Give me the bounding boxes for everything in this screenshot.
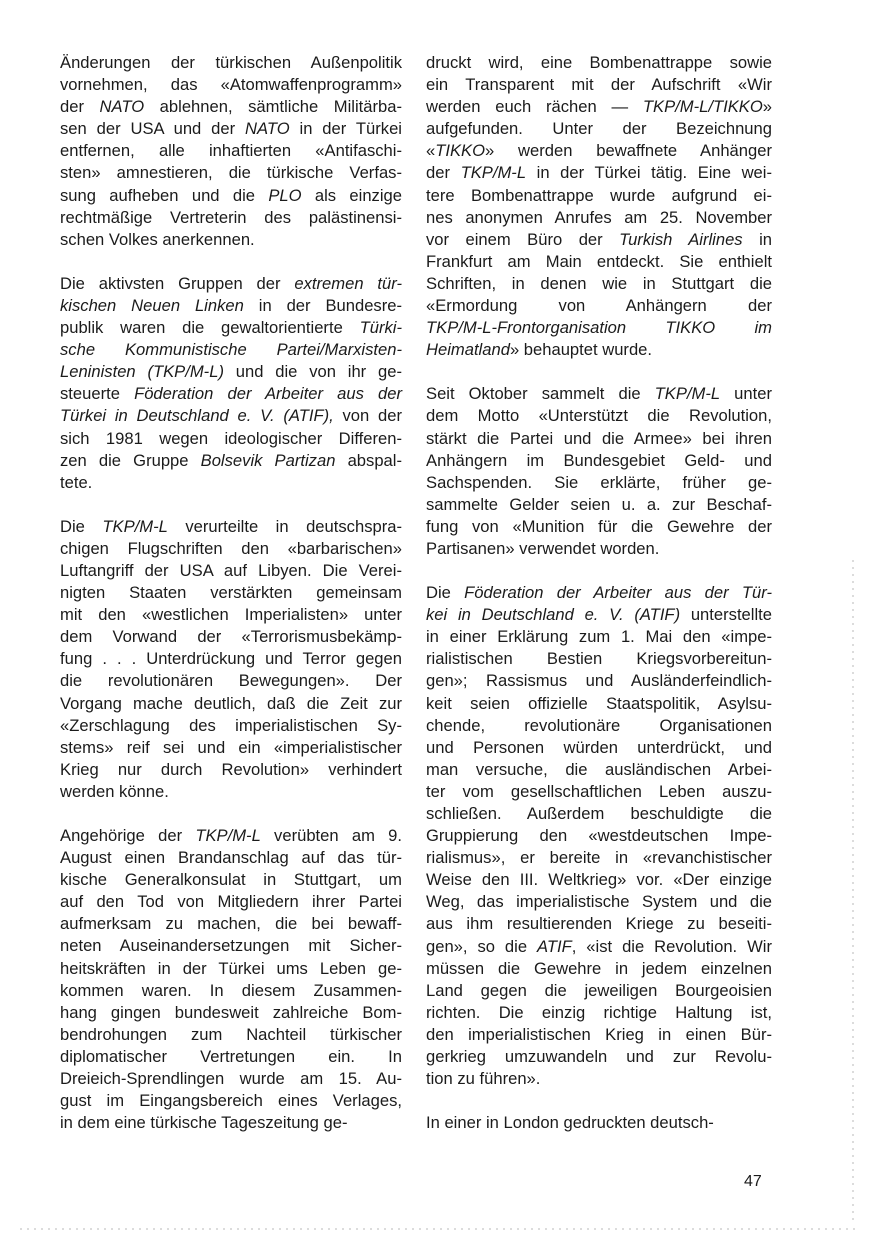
italic-text: Leninisten (TKP/M-L) <box>60 362 224 382</box>
text-segment: ter vom gesellschaftlichen Leben auszu- <box>426 781 772 801</box>
text-segment: In einer in London gedruckten deutsch- <box>426 1113 714 1133</box>
text-segment: vornehmen, das «Atomwaffenprogramm» <box>60 75 402 95</box>
text-segment: dem Motto «Unterstützt die Revolution, <box>426 406 772 426</box>
text-segment: die revolutionären Bewegungen». Der <box>60 671 402 691</box>
italic-text: Föderation der Arbeiter aus der Tür- <box>464 583 772 603</box>
text-segment: «Ermordung von Anhängern der <box>426 296 772 316</box>
text-segment: stems» reif sei und ein «imperialistischer <box>60 737 402 757</box>
text-segment: bendrohungen zum Nachteil türkischer <box>60 1024 402 1044</box>
text-segment: sten» amnestieren, die türkische Verfas- <box>60 163 402 183</box>
text-segment: aus ihm resultierenden Kriege zu beseiti- <box>426 914 772 934</box>
italic-text: NATO <box>245 119 290 139</box>
text-segment: druckt wird, eine Bombenattrappe sowie <box>426 53 772 72</box>
text-segment: sammelte Gelder seien u. a. zur Beschaf- <box>426 494 772 514</box>
text-segment: müssen die Gewehre in jedem einzelnen <box>426 958 772 978</box>
italic-text: TIKKO <box>435 141 486 161</box>
text-segment: auf den Tod von Mitgliedern ihrer Partei <box>60 892 402 912</box>
text-segment: in der Türkei tätig. Eine wei- <box>526 163 772 183</box>
text-segment: Partisanen» verwendet worden. <box>426 538 660 558</box>
text-segment: » <box>762 97 772 117</box>
text-segment: rialistischen Bestien Kriegsvorbereitun- <box>426 649 772 669</box>
italic-text: Türki- <box>359 318 402 338</box>
text-segment: schließen. Außerdem beschuldigte die <box>426 804 772 823</box>
text-segment: keit seien offizielle Staatspolitik, Asylsu- <box>426 693 772 713</box>
text-segment: Anhängern im Bundesgebiet Geld- und <box>426 450 772 470</box>
italic-text: NATO <box>99 97 145 117</box>
text-segment: den imperialistischen Krieg in einen Bür- <box>426 1024 772 1044</box>
text-segment: publik waren die gewaltorientierte <box>60 318 360 338</box>
text-segment: nes anonymen Anrufes am 25. November <box>426 207 772 227</box>
text-segment: in der Türkei <box>289 119 402 139</box>
text-segment: fung . . . Unterdrückung und Terror gegen <box>60 649 402 669</box>
text-segment: sen der USA und der <box>60 119 246 139</box>
text-segment: Frankfurt am Main entdeckt. Sie enthielt <box>426 251 772 271</box>
italic-text: extremen tür- <box>294 273 402 293</box>
text-segment: Vorgang mache deutlich, daß die Zeit zur <box>60 693 402 713</box>
text-segment: dem Vorwand der «Terrorismusbekämp- <box>60 627 402 647</box>
text-segment: schen Volkes anerkennen. <box>60 229 255 249</box>
text-segment: aufmerksam zu machen, die bei bewaff- <box>60 914 402 934</box>
text-segment: Änderungen der türkischen Außenpolitik <box>60 53 402 72</box>
text-segment: Die <box>426 583 465 603</box>
italic-text: TKP/M-L-Frontorganisation TIKKO im <box>426 318 772 338</box>
text-segment: in dem eine türkische Tageszeitung ge- <box>60 1113 348 1133</box>
italic-text: TKP/M-L <box>460 163 527 183</box>
text-segment: Dreieich-Sprendlingen wurde am 15. Au- <box>60 1069 402 1089</box>
text-segment: tere Bombenattrappe wurde aufgrund ei- <box>426 185 772 205</box>
text-segment: kommen waren. In diesem Zusammen- <box>60 980 402 1000</box>
text-segment: «Zerschlagung des imperialistischen Sy- <box>60 715 402 735</box>
text-segment: rialismus», er bereite in «revanchistischer <box>426 848 772 868</box>
text-segment: kische Generalkonsulat in Stuttgart, um <box>60 870 402 890</box>
text-segment: Schriften, in denen wie in Stuttgart die <box>426 273 772 293</box>
text-segment: verübten am 9. <box>260 826 402 845</box>
italic-text: Bolsevik Partizan <box>200 450 336 470</box>
text-segment: Angehörige der <box>60 826 196 845</box>
text-segment: aufgefunden. Unter der Bezeichnung <box>426 119 772 139</box>
text-segment: Die aktivsten Gruppen der <box>60 273 295 293</box>
text-segment: August einen Brandanschlag auf das tür- <box>60 848 402 868</box>
text-segment: tion zu führen». <box>426 1069 541 1089</box>
text-segment: und Personen würden unterdrückt, und <box>426 737 772 757</box>
text-segment: Weg, das imperialistische System und die <box>426 892 772 912</box>
text-segment: chigen Flugschriften den «barbarischen» <box>60 538 402 558</box>
text-segment: unterstellte <box>680 605 772 625</box>
italic-text: TKP/M-L <box>195 826 261 845</box>
text-segment: zen die Gruppe <box>60 450 201 470</box>
text-segment: tete. <box>60 472 93 492</box>
italic-text: TKP/M-L <box>654 384 721 404</box>
text-segment: und die von ihr ge- <box>223 362 402 382</box>
text-segment: man versuche, die ausländischen Arbei- <box>426 759 772 779</box>
text-segment: abspal- <box>335 450 402 470</box>
text-segment: chende, revolutionäre Organisationen <box>426 715 772 735</box>
text-segment: ablehnen, sämtliche Militärba- <box>144 97 403 117</box>
text-segment: unter <box>720 384 772 404</box>
text-segment: in der Bundesre- <box>243 295 403 315</box>
text-segment: stärkt die Partei und die Armee» bei ihren <box>426 428 772 448</box>
text-segment: Weise den III. Weltkrieg» vor. «Der einzige <box>426 870 772 890</box>
page-number: 47 <box>744 1173 762 1190</box>
text-segment: der <box>426 163 461 183</box>
text-segment: sich 1981 wegen ideologischer Differen- <box>60 428 402 448</box>
text-segment: verurteilte in deutschspra- <box>167 516 403 536</box>
text-segment: , «ist die Revolution. Wir <box>571 936 772 956</box>
text-segment: Luftangriff der USA auf Libyen. Die Verei- <box>60 560 402 580</box>
text-segment: Land gegen die jeweiligen Bourgeoisien <box>426 980 772 1000</box>
italic-text: Türkei in Deutschland e. V. (ATIF), <box>60 406 334 426</box>
text-segment: in <box>742 229 772 249</box>
italic-text: ATIF <box>537 936 572 956</box>
text-segment: rechtmäßige Vertreterin des palästinensi- <box>60 207 402 227</box>
text-segment: hang gingen bundesweit zahlreiche Bom- <box>60 1002 402 1022</box>
text-segment: » werden bewaffnete Anhänger <box>485 141 772 161</box>
text-segment: als einzige <box>301 185 402 205</box>
text-segment: mit den «westlichen Imperialisten» unter <box>60 605 402 625</box>
text-segment: in einer Erklärung zum 1. Mai den «impe- <box>426 627 772 647</box>
italic-text: Turkish Airlines <box>619 229 743 249</box>
text-segment: gerkrieg umzuwandeln und zur Revolu- <box>426 1047 772 1067</box>
text-segment: Krieg nur durch Revolution» verhindert <box>60 759 402 779</box>
text-segment: ein Transparent mit der Aufschrift «Wir <box>426 75 772 95</box>
italic-text: Heimatland <box>426 340 510 360</box>
italic-text: sche Kommunistische Partei/Marxisten- <box>60 340 402 360</box>
italic-text: kei in Deutschland e. V. (ATIF) <box>426 605 681 625</box>
text-segment: Seit Oktober sammelt die <box>426 384 655 404</box>
text-segment: « <box>426 141 436 161</box>
text-segment: steuerte <box>60 384 135 404</box>
text-segment: » behauptet wurde. <box>509 340 653 360</box>
italic-text: PLO <box>268 185 302 205</box>
text-segment: gen», so die <box>426 936 538 956</box>
text-segment: nigten Staaten verstärkten gemeinsam <box>60 583 402 603</box>
text-segment: entfernen, alle inhaftierten «Antifaschi- <box>60 141 402 161</box>
text-segment: richten. Die einzig richtige Haltung ist, <box>426 1002 772 1022</box>
text-segment: von der <box>333 406 402 426</box>
italic-text: TKP/M-L/TIKKO <box>642 97 763 117</box>
text-segment: der <box>60 97 100 117</box>
text-segment: Gruppierung den «westdeutschen Impe- <box>426 826 772 846</box>
text-segment: fung von «Munition für die Gewehre der <box>426 516 772 536</box>
text-segment: vor einem Büro der <box>426 229 620 249</box>
italic-text: kischen Neuen Linken <box>60 295 244 315</box>
text-segment: Die <box>60 516 103 536</box>
text-segment: werden euch rächen — <box>426 97 643 117</box>
text-segment: diplomatischer Vertretungen ein. In <box>60 1046 402 1066</box>
text-segment: sung aufheben und die <box>60 185 269 205</box>
text-segment: gen»; Rassismus und Ausländerfeindlich- <box>426 671 772 691</box>
text-segment: heitskräften in der Türkei ums Leben ge- <box>60 958 402 978</box>
text-segment: Sachspenden. Sie erklärte, früher ge- <box>426 472 772 492</box>
text-segment: werden könne. <box>60 781 169 801</box>
text-segment: neten Auseinandersetzungen mit Sicher- <box>60 936 402 956</box>
italic-text: Föderation der Arbeiter aus der <box>134 384 402 404</box>
italic-text: TKP/M-L <box>102 516 168 536</box>
text-segment: gust im Eingangsbereich eines Verlages, <box>60 1091 402 1111</box>
